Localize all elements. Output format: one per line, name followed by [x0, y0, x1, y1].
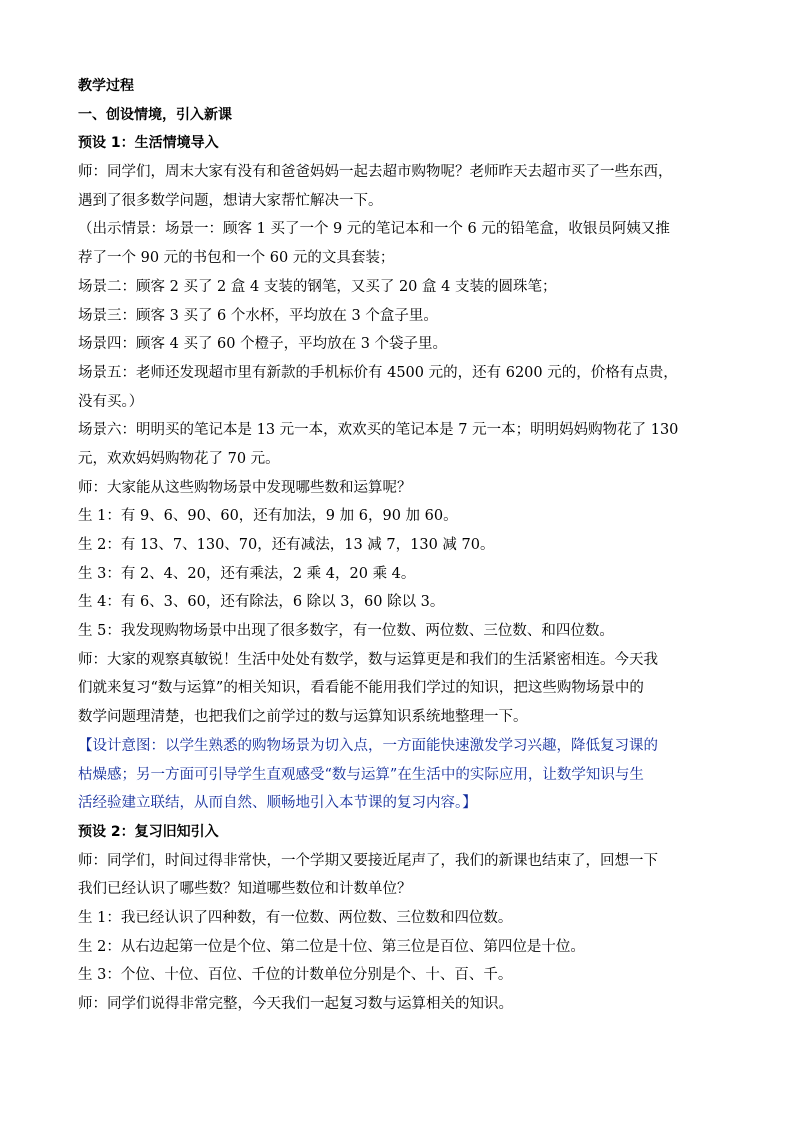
paragraph-line: 场景二：顾客 2 买了 2 盒 4 支装的钢笔，又买了 20 盒 4 支装的圆珠笔；	[78, 278, 557, 295]
paragraph-line: 场景六：明明买的笔记本是 13 元一本，欢欢买的笔记本是 7 元一本；明明妈妈购物花了 130	[78, 422, 679, 439]
paragraph-line: 场景三：顾客 3 买了 6 个水杯，平均放在 3 个盒子里。	[78, 307, 438, 324]
paragraph-line: 师：同学们说得非常完整，今天我们一起复习数与运算相关的知识。	[78, 996, 513, 1012]
paragraph-line: 没有买。）	[78, 393, 144, 410]
design-intent-line: 【设计意图：以学生熟悉的购物场景为切入点，一方面能快速激发学习兴趣，降低复习课的	[78, 737, 658, 754]
paragraph-line: 数学问题理清楚，也把我们之前学过的数与运算知识系统地整理一下。	[78, 709, 528, 726]
paragraph-line: 场景五：老师还发现超市里有新款的手机标价有 4500 元的，还有 6200 元的，价格有点贵，	[78, 364, 678, 381]
paragraph-line: 场景四：顾客 4 买了 60 个橙子，平均放在 3 个袋子里。	[78, 336, 448, 353]
design-intent-line: 枯燥感；另一方面可引导学生直观感受“数与运算”在生活中的实际应用，让数学知识与生	[78, 766, 644, 783]
paragraph-line: （出示情景：场景一：顾客 1 买了一个 9 元的笔记本和一个 6 元的铅笔盒，收银员阿姨又推	[78, 221, 670, 238]
heading-teaching-process: 教学过程	[78, 78, 134, 94]
paragraph-line: 师：同学们，时间过得非常快，一个学期又要接近尾声了，我们的新课也结束了，回想一下	[78, 852, 658, 869]
paragraph-line: 遇到了很多数学问题，想请大家帮忙解决一下。	[78, 192, 383, 209]
paragraph-line: 我们已经认识了哪些数？知道哪些数位和计数单位？	[78, 881, 412, 898]
paragraph-line: 元，欢欢妈妈购物花了 70 元。	[78, 450, 280, 467]
preset-1-title: 预设 1：生活情境导入	[78, 135, 219, 152]
paragraph-line: 生 1：我已经认识了四种数，有一位数、两位数、三位数和四位数。	[78, 909, 513, 926]
preset-2-title: 预设 2：复习旧知引入	[78, 823, 219, 840]
paragraph-line: 师：大家能从这些购物场景中发现哪些数和运算呢？	[78, 479, 412, 496]
design-intent-line: 活经验建立联结，从而自然、顺畅地引入本节课的复习内容。】	[78, 795, 477, 812]
paragraph-line: 生 4：有 6、3、60，还有除法，6 除以 3，60 除以 3。	[78, 594, 445, 611]
paragraph-line: 生 1：有 9、6、90、60，还有加法，9 加 6，90 加 60。	[78, 508, 458, 525]
paragraph-line: 生 3：有 2、4、20，还有乘法，2 乘 4，20 乘 4。	[78, 565, 416, 582]
paragraph-line: 生 2：从右边起第一位是个位、第二位是十位、第三位是百位、第四位是十位。	[78, 938, 585, 955]
section-heading-1: 一、创设情境，引入新课	[78, 106, 232, 123]
paragraph-line: 师：大家的观察真敏锐！生活中处处有数学，数与运算更是和我们的生活紧密相连。今天我	[78, 651, 658, 668]
paragraph-line: 生 3：个位、十位、百位、千位的计数单位分别是个、十、百、千。	[78, 967, 513, 984]
paragraph-line: 生 2：有 13、7、130、70，还有减法，13 减 7，130 减 70。	[78, 537, 495, 553]
paragraph-line: 生 5：我发现购物场景中出现了很多数字，有一位数、两位数、三位数、和四位数。	[78, 623, 614, 640]
paragraph-line: 们就来复习“数与运算”的相关知识，看看能不能用我们学过的知识，把这些购物场景中的	[78, 680, 644, 697]
paragraph-line: 师：同学们，周末大家有没有和爸爸妈妈一起去超市购物呢？老师昨天去超市买了一些东西，	[78, 164, 673, 181]
document-page	[78, 72, 730, 1019]
paragraph-line: 荐了一个 90 元的书包和一个 60 元的文具套装；	[78, 250, 395, 267]
